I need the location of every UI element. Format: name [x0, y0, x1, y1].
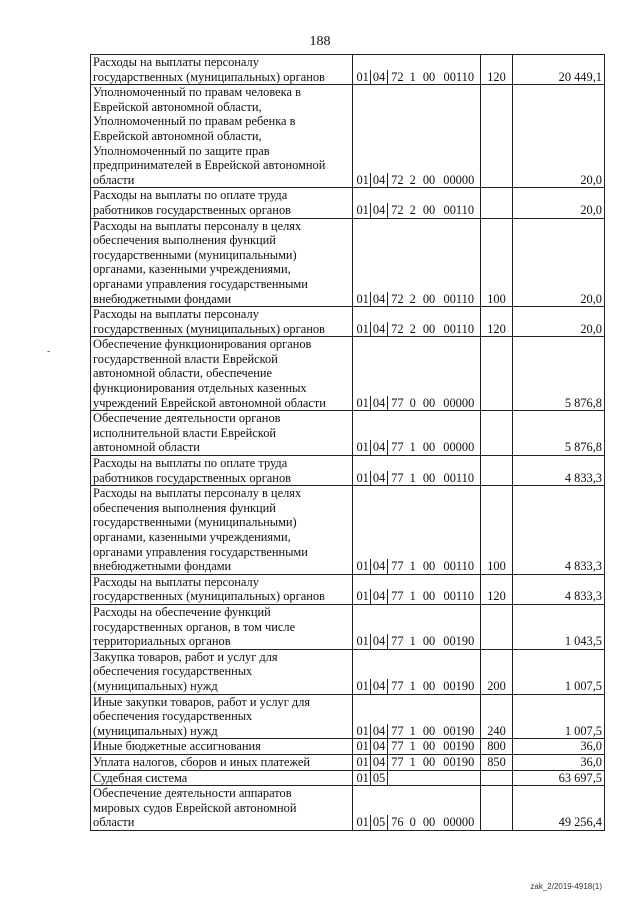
- amount: 36,0: [513, 739, 605, 755]
- target-article-code-sub: 1: [409, 723, 416, 738]
- target-article-code-sub: 1: [409, 589, 416, 604]
- row-name: [91, 786, 353, 831]
- row-name-line: Расходы на выплаты персоналу: [93, 574, 259, 589]
- table-row: [91, 754, 605, 770]
- row-name-line: мировых судов Еврейской автономной: [93, 800, 297, 815]
- target-article-code-direction: 00110: [443, 470, 475, 485]
- row-name-line: области: [93, 815, 135, 830]
- row-codes: [353, 770, 481, 786]
- target-article-code-program: 72: [391, 69, 404, 84]
- row-name-line: Закупка товаров, работ и услуг для: [93, 649, 278, 664]
- row-codes: [353, 786, 481, 831]
- target-article-code-direction: 00110: [443, 559, 475, 574]
- amount: 20,0: [513, 188, 605, 218]
- row-name-line: органами управления государственными: [93, 544, 308, 559]
- row-name-line: Обеспечение деятельности органов: [93, 411, 281, 426]
- table-row: [91, 188, 605, 218]
- row-name: [91, 649, 353, 694]
- target-article-code-direction: 00190: [443, 723, 475, 738]
- table-row: [91, 739, 605, 755]
- amount: 4 833,3: [513, 574, 605, 604]
- target-article-code-program: 77: [391, 634, 404, 649]
- budget-table-body: [91, 55, 605, 831]
- expense-type-code: 100: [481, 486, 513, 575]
- row-codes: [353, 218, 481, 307]
- amount: 1 007,5: [513, 649, 605, 694]
- row-codes: [353, 307, 481, 337]
- row-name-line: Расходы на выплаты персоналу: [93, 55, 259, 69]
- amount: 1 043,5: [513, 604, 605, 649]
- table-row: [91, 411, 605, 456]
- section-code: 01: [355, 292, 371, 307]
- row-name-line: Уполномоченный по правам ребенка в: [93, 114, 296, 129]
- subsection-code: 04: [371, 292, 387, 307]
- row-codes: [353, 574, 481, 604]
- row-name-line: обеспечения государственных: [93, 664, 253, 679]
- target-article-code-program: 72: [391, 291, 404, 306]
- row-name-line: государственных органов, в том числе: [93, 619, 296, 634]
- section-code: 01: [355, 559, 371, 574]
- target-article-code-direction: 00190: [443, 739, 475, 754]
- target-article-code-program: 77: [391, 470, 404, 485]
- subsection-code: 04: [371, 724, 387, 739]
- target-article-code-direction: 00000: [443, 815, 475, 830]
- section-code: 01: [355, 440, 371, 455]
- amount: 20,0: [513, 307, 605, 337]
- expense-type-code: 200: [481, 649, 513, 694]
- target-article-code-main: 00: [422, 634, 436, 649]
- row-name-line: государственными (муниципальными): [93, 515, 297, 530]
- subsection-code: 04: [371, 70, 387, 85]
- target-article-code-sub: 0: [409, 815, 416, 830]
- row-name: [91, 739, 353, 755]
- expense-type-code: [481, 604, 513, 649]
- target-article-code-main: 00: [422, 395, 436, 410]
- row-name-line: государственных (муниципальных) органов: [93, 321, 325, 336]
- expense-type-code: 120: [481, 307, 513, 337]
- row-name-line: территориальных органов: [93, 634, 231, 649]
- target-article-code-direction: 00190: [443, 678, 475, 693]
- row-name-line: обеспечения выполнения функций: [93, 233, 276, 248]
- row-name-line: Иные бюджетные ассигнования: [93, 739, 261, 754]
- row-name: [91, 754, 353, 770]
- table-row: [91, 770, 605, 786]
- subsection-code: 04: [371, 471, 387, 486]
- table-row: [91, 486, 605, 575]
- amount: 63 697,5: [513, 770, 605, 786]
- row-name-line: Иные закупки товаров, работ и услуг для: [93, 694, 311, 709]
- row-name-line: (муниципальных) нужд: [93, 678, 218, 693]
- target-article-code-main: 00: [422, 589, 436, 604]
- row-name-line: государственных (муниципальных) органов: [93, 69, 325, 84]
- row-name: [91, 604, 353, 649]
- row-name: [91, 456, 353, 486]
- row-name-line: обеспечения государственных: [93, 709, 253, 724]
- expense-type-code: 120: [481, 574, 513, 604]
- amount: 4 833,3: [513, 486, 605, 575]
- target-article-code-main: 00: [422, 559, 436, 574]
- target-article-code-main: 00: [422, 815, 436, 830]
- section-code: 01: [355, 755, 371, 770]
- row-name-line: обеспечения выполнения функций: [93, 500, 276, 515]
- page-number: 188: [309, 34, 331, 49]
- row-name-line: Обеспечение деятельности аппаратов: [93, 786, 292, 801]
- row-name-line: области: [93, 172, 135, 187]
- target-article-code-main: 00: [422, 202, 436, 217]
- target-article-code-sub: 1: [409, 754, 416, 769]
- row-name-line: государственными (муниципальными): [93, 247, 297, 262]
- target-article-code-direction: 00190: [443, 634, 475, 649]
- target-article-code-sub: 2: [409, 202, 416, 217]
- target-article-code-program: 72: [391, 172, 404, 187]
- row-name-line: Расходы на выплаты по оплате труда: [93, 188, 288, 203]
- row-codes: [353, 337, 481, 411]
- row-name-line: Уполномоченный по защите прав: [93, 143, 270, 158]
- subsection-code: 05: [371, 771, 387, 786]
- subsection-code: 04: [371, 755, 387, 770]
- subsection-code: 04: [371, 634, 387, 649]
- table-row: [91, 85, 605, 188]
- row-name-line: внебюджетными фондами: [93, 559, 232, 574]
- subsection-code: 05: [371, 815, 387, 830]
- row-name: [91, 694, 353, 739]
- target-article-code-program: 76: [391, 815, 404, 830]
- target-article-code-main: 00: [422, 723, 436, 738]
- row-name-line: Еврейской автономной области,: [93, 99, 262, 114]
- subsection-code: 04: [371, 396, 387, 411]
- row-name: [91, 574, 353, 604]
- budget-table: [90, 54, 605, 831]
- target-article-code-sub: 2: [409, 321, 416, 336]
- row-codes: [353, 649, 481, 694]
- row-name: [91, 307, 353, 337]
- target-article-code-main: 00: [422, 754, 436, 769]
- row-name: [91, 85, 353, 188]
- row-name-line: органами, казенными учреждениями,: [93, 530, 291, 544]
- section-code: 01: [355, 724, 371, 739]
- row-codes: [353, 694, 481, 739]
- target-article-code-main: 00: [422, 321, 436, 336]
- table-row: [91, 786, 605, 831]
- target-article-code-sub: 1: [409, 678, 416, 693]
- target-article-code-sub: 1: [409, 634, 416, 649]
- row-codes: [353, 456, 481, 486]
- row-name-line: работников государственных органов: [93, 202, 291, 217]
- target-article-code-direction: 00190: [443, 754, 475, 769]
- section-code: 01: [355, 471, 371, 486]
- target-article-code-program: 77: [391, 754, 404, 769]
- row-name: [91, 337, 353, 411]
- row-codes: [353, 55, 481, 85]
- table-row: [91, 218, 605, 307]
- target-article-code-sub: 1: [409, 69, 416, 84]
- target-article-code-main: 00: [422, 172, 436, 187]
- row-name-line: Уплата налогов, сборов и иных платежей: [93, 754, 311, 769]
- amount: 36,0: [513, 754, 605, 770]
- amount: 5 876,8: [513, 337, 605, 411]
- amount: 20 449,1: [513, 55, 605, 85]
- expense-type-code: [481, 188, 513, 218]
- target-article-code-sub: 1: [409, 559, 416, 574]
- row-name-line: государственных (муниципальных) органов: [93, 589, 325, 604]
- subsection-code: 04: [371, 589, 387, 604]
- target-article-code-direction: 00000: [443, 172, 475, 187]
- section-code: 01: [355, 589, 371, 604]
- target-article-code-program: 77: [391, 678, 404, 693]
- expense-type-code: [481, 456, 513, 486]
- row-codes: [353, 486, 481, 575]
- row-codes: [353, 411, 481, 456]
- row-name: [91, 218, 353, 307]
- target-article-code-sub: 1: [409, 440, 416, 455]
- subsection-code: 04: [371, 679, 387, 694]
- amount: 5 876,8: [513, 411, 605, 456]
- margin-mark: -: [47, 346, 51, 357]
- section-code: 01: [355, 203, 371, 218]
- table-row: [91, 307, 605, 337]
- target-article-code-direction: 00110: [443, 291, 475, 306]
- target-article-code-program: 77: [391, 559, 404, 574]
- amount: 20,0: [513, 218, 605, 307]
- table-row: [91, 456, 605, 486]
- target-article-code-sub: 1: [409, 739, 416, 754]
- target-article-code-program: 77: [391, 723, 404, 738]
- subsection-code: 04: [371, 173, 387, 188]
- section-code: 01: [355, 70, 371, 85]
- row-name-line: Расходы на выплаты персоналу: [93, 307, 259, 322]
- table-row: [91, 337, 605, 411]
- row-name-line: Расходы на выплаты по оплате труда: [93, 456, 288, 471]
- section-code: 01: [355, 396, 371, 411]
- target-article-code-program: 72: [391, 202, 404, 217]
- row-name-line: работников государственных органов: [93, 470, 291, 485]
- row-name-line: внебюджетными фондами: [93, 291, 232, 306]
- amount: 4 833,3: [513, 456, 605, 486]
- subsection-code: 04: [371, 440, 387, 455]
- target-article-code-main: 00: [422, 291, 436, 306]
- target-article-code-sub: 1: [409, 470, 416, 485]
- row-codes: [353, 604, 481, 649]
- section-code: 01: [355, 173, 371, 188]
- row-name-line: Еврейской автономной области,: [93, 128, 262, 143]
- expense-type-code: [481, 85, 513, 188]
- row-codes: [353, 85, 481, 188]
- subsection-code: 04: [371, 203, 387, 218]
- row-name-line: предпринимателей в Еврейской автономной: [93, 158, 326, 173]
- subsection-code: 04: [371, 739, 387, 754]
- target-article-code-direction: 00110: [443, 202, 475, 217]
- target-article-code-direction: 00110: [443, 589, 475, 604]
- row-name: [91, 55, 353, 85]
- row-name-line: Расходы на обеспечение функций: [93, 604, 271, 619]
- section-code: 01: [355, 771, 371, 786]
- expense-type-code: [481, 770, 513, 786]
- amount: 1 007,5: [513, 694, 605, 739]
- section-code: 01: [355, 815, 371, 830]
- expense-type-code: 240: [481, 694, 513, 739]
- target-article-code-program: 77: [391, 395, 404, 410]
- row-name-line: государственной власти Еврейской: [93, 351, 278, 366]
- expense-type-code: 800: [481, 739, 513, 755]
- table-row: [91, 604, 605, 649]
- row-name-line: учреждений Еврейской автономной области: [93, 395, 326, 410]
- row-name-line: Обеспечение функционирования органов: [93, 337, 312, 352]
- row-name-line: (муниципальных) нужд: [93, 723, 218, 738]
- row-name: [91, 411, 353, 456]
- amount: 20,0: [513, 85, 605, 188]
- subsection-code: 04: [371, 322, 387, 337]
- table-row: [91, 694, 605, 739]
- subsection-code: 04: [371, 559, 387, 574]
- target-article-code-main: 00: [422, 69, 436, 84]
- target-article-code-direction: 00000: [443, 395, 475, 410]
- row-name-line: Уполномоченный по правам человека в: [93, 85, 301, 100]
- row-name: [91, 188, 353, 218]
- expense-type-code: [481, 786, 513, 831]
- target-article-code-program: 77: [391, 589, 404, 604]
- section-code: 01: [355, 679, 371, 694]
- row-name-line: Расходы на выплаты персоналу в целях: [93, 218, 302, 233]
- expense-type-code: 100: [481, 218, 513, 307]
- row-name-line: Расходы на выплаты персоналу в целях: [93, 486, 302, 501]
- target-article-code-main: 00: [422, 678, 436, 693]
- footer-code: zak_2/2019-4918(1): [530, 882, 602, 891]
- row-name-line: исполнительной власти Еврейской: [93, 425, 277, 440]
- row-name: [91, 770, 353, 786]
- target-article-code-main: 00: [422, 440, 436, 455]
- table-row: [91, 649, 605, 694]
- target-article-code-sub: 0: [409, 395, 416, 410]
- row-name-line: автономной области, обеспечение: [93, 366, 273, 381]
- target-article-code-direction: 00110: [443, 69, 475, 84]
- target-article-code-program: 72: [391, 321, 404, 336]
- target-article-code-program: 77: [391, 440, 404, 455]
- table-row: [91, 574, 605, 604]
- row-codes: [353, 739, 481, 755]
- target-article-code-sub: 2: [409, 291, 416, 306]
- target-article-code-main: 00: [422, 739, 436, 754]
- expense-type-code: [481, 337, 513, 411]
- expense-type-code: [481, 411, 513, 456]
- row-codes: [353, 754, 481, 770]
- row-name-line: органами, казенными учреждениями,: [93, 262, 291, 277]
- target-article-code-direction: 00110: [443, 321, 475, 336]
- row-name: [91, 486, 353, 575]
- target-article-code-sub: 2: [409, 172, 416, 187]
- row-codes: [353, 188, 481, 218]
- section-code: 01: [355, 322, 371, 337]
- row-name-line: функционирования отдельных казенных: [93, 381, 307, 396]
- target-article-code-main: 00: [422, 470, 436, 485]
- row-name-line: Судебная система: [93, 770, 188, 785]
- section-code: 01: [355, 739, 371, 754]
- expense-type-code: 850: [481, 754, 513, 770]
- amount: 49 256,4: [513, 786, 605, 831]
- expense-type-code: 120: [481, 55, 513, 85]
- target-article-code-direction: 00000: [443, 440, 475, 455]
- row-name-line: автономной области: [93, 440, 200, 455]
- section-code: 01: [355, 634, 371, 649]
- row-name-line: органами управления государственными: [93, 276, 308, 291]
- table-row: [91, 55, 605, 85]
- target-article-code-program: 77: [391, 739, 404, 754]
